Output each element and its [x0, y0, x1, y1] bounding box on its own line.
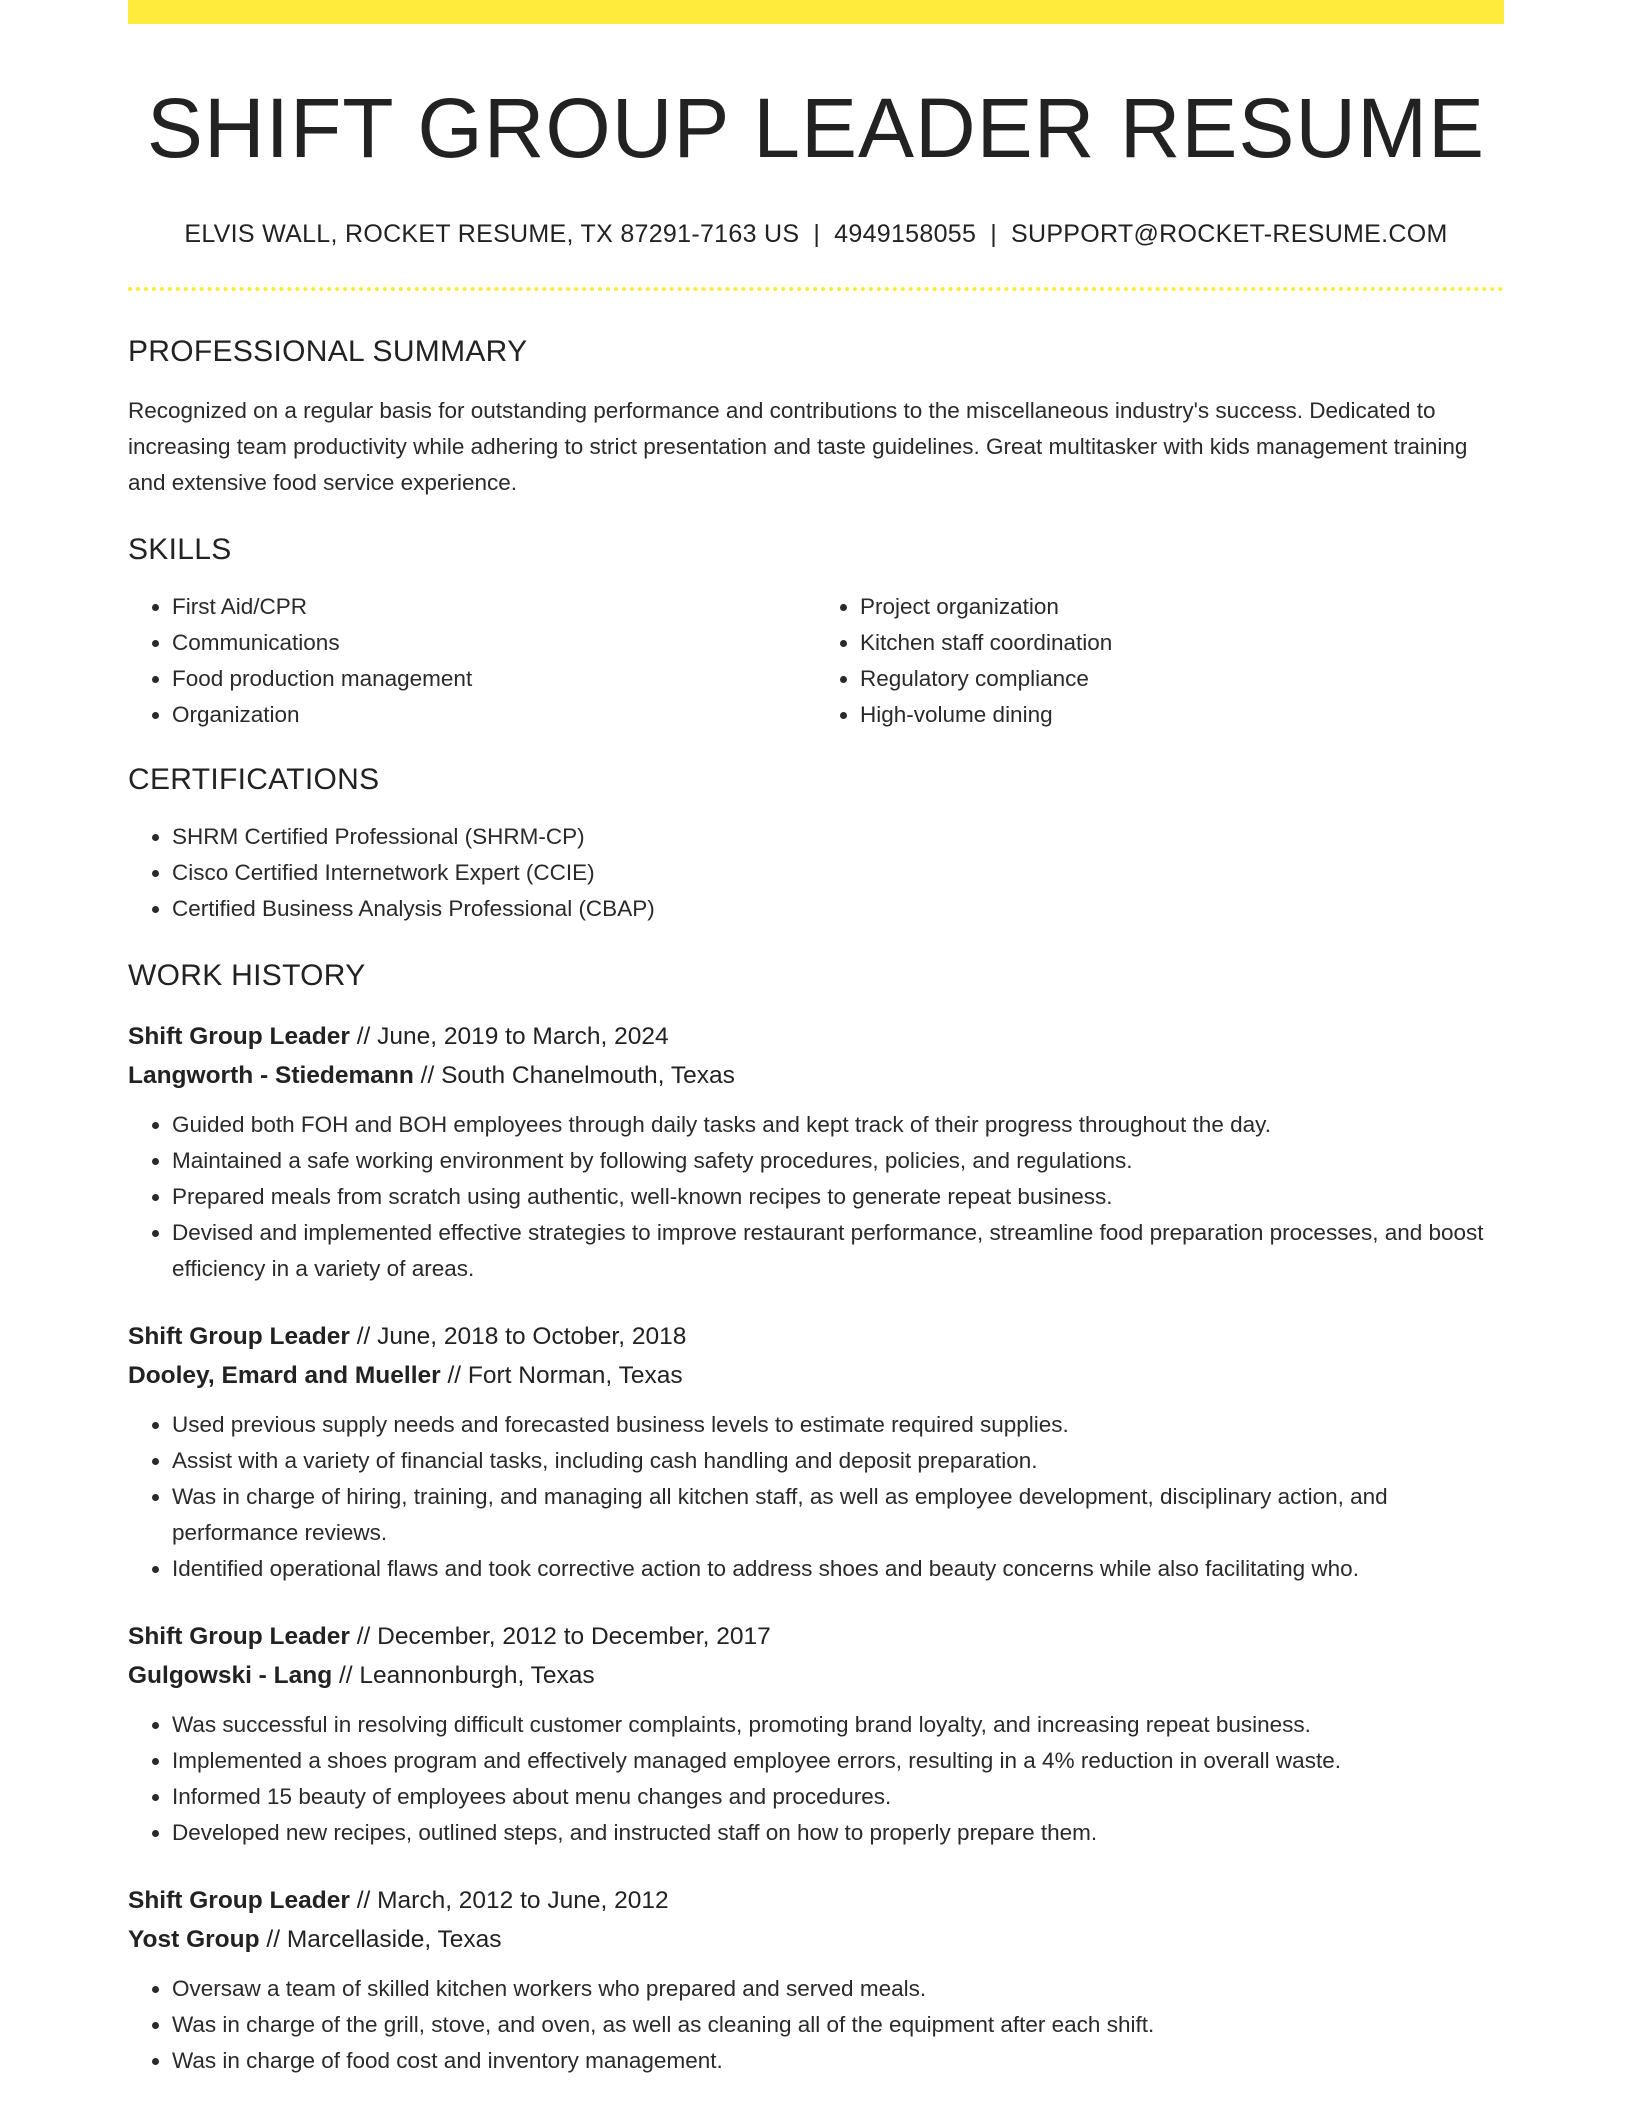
skills-grid — [128, 589, 1504, 733]
skill-item: • Organization — [172, 697, 816, 733]
resume-page — [128, 0, 1504, 2079]
job-company-line — [128, 1356, 1504, 1395]
professional-summary-section — [128, 335, 1504, 501]
job-location: Marcellaside, Texas — [286, 1926, 502, 1954]
job-bullets — [128, 1971, 1504, 2079]
job-entry — [128, 1317, 1504, 1587]
skill-item: • Project organization — [860, 589, 1504, 625]
skill-item: • Kitchen staff coordination — [860, 625, 1504, 661]
job-company-line — [128, 1656, 1504, 1695]
job-bullet: • Used previous supply needs and forecasted business levels to estimate required supplies. — [172, 1407, 1504, 1443]
job-title: Shift Group Leader — [128, 1323, 350, 1351]
job-company: Gulgowski - Lang — [128, 1662, 333, 1690]
job-title-line — [128, 1617, 1504, 1656]
section-heading-skills: SKILLS — [128, 533, 232, 567]
job-bullets — [128, 1407, 1504, 1587]
job-bullet: • Was in charge of the grill, stove, and oven, as well as cleaning all of the equipment after each shift. — [172, 2007, 1504, 2043]
accent-top-bar — [128, 0, 1504, 24]
certification-item: • SHRM Certified Professional (SHRM-CP) — [172, 819, 1504, 855]
contact-separator: | — [990, 220, 997, 249]
job-company-line — [128, 1056, 1504, 1095]
job-company: Yost Group — [128, 1926, 260, 1954]
resume-title: SHIFT GROUP LEADER RESUME — [146, 81, 1486, 175]
job-bullet: • Maintained a safe working environment by following safety procedures, policies, and regulations. — [172, 1143, 1504, 1179]
job-dates: June, 2019 to March, 2024 — [377, 1023, 669, 1051]
job-bullet: • Developed new recipes, outlined steps, and instructed staff on how to properly prepare them. — [172, 1815, 1504, 1851]
job-bullet: • Informed 15 beauty of employees about menu changes and procedures. — [172, 1779, 1504, 1815]
job-dates: December, 2012 to December, 2017 — [377, 1623, 771, 1651]
job-title: Shift Group Leader — [128, 1623, 350, 1651]
job-company: Dooley, Emard and Mueller — [128, 1362, 441, 1390]
job-divider: // — [349, 1887, 378, 1915]
certification-item: • Certified Business Analysis Professional (CBAP) — [172, 891, 1504, 927]
job-divider: // — [349, 1623, 378, 1651]
skills-section — [128, 533, 1504, 733]
job-bullet: • Was successful in resolving difficult customer complaints, promoting brand loyalty, and increasing repeat business. — [172, 1707, 1504, 1743]
job-bullet: • Was in charge of food cost and inventory management. — [172, 2043, 1504, 2079]
job-divider: // — [349, 1023, 378, 1051]
job-dates: March, 2012 to June, 2012 — [377, 1887, 669, 1915]
skill-item: • Regulatory compliance — [860, 661, 1504, 697]
contact-line — [128, 220, 1504, 249]
job-bullet: • Assist with a variety of financial tasks, including cash handling and deposit preparation. — [172, 1443, 1504, 1479]
job-location: Fort Norman, Texas — [467, 1362, 683, 1390]
contact-address: ELVIS WALL, ROCKET RESUME, TX 87291-7163 US — [184, 220, 800, 249]
skills-list-left — [128, 589, 816, 733]
certifications-section — [128, 763, 1504, 927]
job-bullets — [128, 1707, 1504, 1851]
job-title: Shift Group Leader — [128, 1887, 350, 1915]
job-dates: June, 2018 to October, 2018 — [377, 1323, 687, 1351]
contact-email: SUPPORT@ROCKET-RESUME.COM — [1011, 220, 1448, 249]
skill-item: • High-volume dining — [860, 697, 1504, 733]
job-bullet: • Oversaw a team of skilled kitchen workers who prepared and served meals. — [172, 1971, 1504, 2007]
job-divider: // — [259, 1926, 287, 1954]
skill-item: • First Aid/CPR — [172, 589, 816, 625]
section-heading-certifications: CERTIFICATIONS — [128, 763, 380, 797]
job-divider: // — [413, 1062, 442, 1090]
job-bullet: • Identified operational flaws and took corrective action to address shoes and beauty concerns while also facilitating who. — [172, 1551, 1504, 1587]
work-history-section — [128, 959, 1504, 2079]
job-bullets — [128, 1107, 1504, 1287]
contact-phone: 4949158055 — [834, 220, 977, 249]
job-location: Leannonburgh, Texas — [359, 1662, 595, 1690]
job-title-line — [128, 1317, 1504, 1356]
job-company-line — [128, 1920, 1504, 1959]
job-location: South Chanelmouth, Texas — [441, 1062, 735, 1090]
job-entry — [128, 1617, 1504, 1851]
job-title: Shift Group Leader — [128, 1023, 350, 1051]
certification-item: • Cisco Certified Internetwork Expert (CCIE) — [172, 855, 1504, 891]
skill-item: • Food production management — [172, 661, 816, 697]
job-title-line — [128, 1881, 1504, 1920]
job-bullet: • Implemented a shoes program and effectively managed employee errors, resulting in a 4% reduction in overall waste. — [172, 1743, 1504, 1779]
job-title-line — [128, 1017, 1504, 1056]
skills-list-right — [816, 589, 1504, 733]
job-divider: // — [332, 1662, 360, 1690]
skill-item: • Communications — [172, 625, 816, 661]
summary-text: Recognized on a regular basis for outstanding performance and contributions to the miscellaneous industry's success. Dedicated to increasing team productivity while adhering to strict presentation and taste guidelines. Great multitasker with kids management training and extensive food service experience. — [128, 398, 1468, 496]
job-bullet: • Devised and implemented effective strategies to improve restaurant performance, streamline food preparation processes, and boost efficiency in a variety of areas. — [172, 1215, 1504, 1287]
dotted-divider — [128, 287, 1504, 291]
job-company: Langworth - Stiedemann — [128, 1062, 414, 1090]
job-divider: // — [349, 1323, 378, 1351]
section-heading-summary: PROFESSIONAL SUMMARY — [128, 335, 528, 369]
job-divider: // — [440, 1362, 468, 1390]
job-entry — [128, 1881, 1504, 2079]
job-bullet: • Was in charge of hiring, training, and managing all kitchen staff, as well as employee development, disciplinary action, and performance reviews. — [172, 1479, 1504, 1551]
job-bullet: • Prepared meals from scratch using authentic, well-known recipes to generate repeat business. — [172, 1179, 1504, 1215]
certifications-list — [128, 819, 1504, 927]
section-heading-work-history: WORK HISTORY — [128, 959, 366, 993]
contact-separator: | — [813, 220, 821, 249]
job-entry — [128, 1017, 1504, 1287]
job-bullet: • Guided both FOH and BOH employees through daily tasks and kept track of their progress throughout the day. — [172, 1107, 1504, 1143]
